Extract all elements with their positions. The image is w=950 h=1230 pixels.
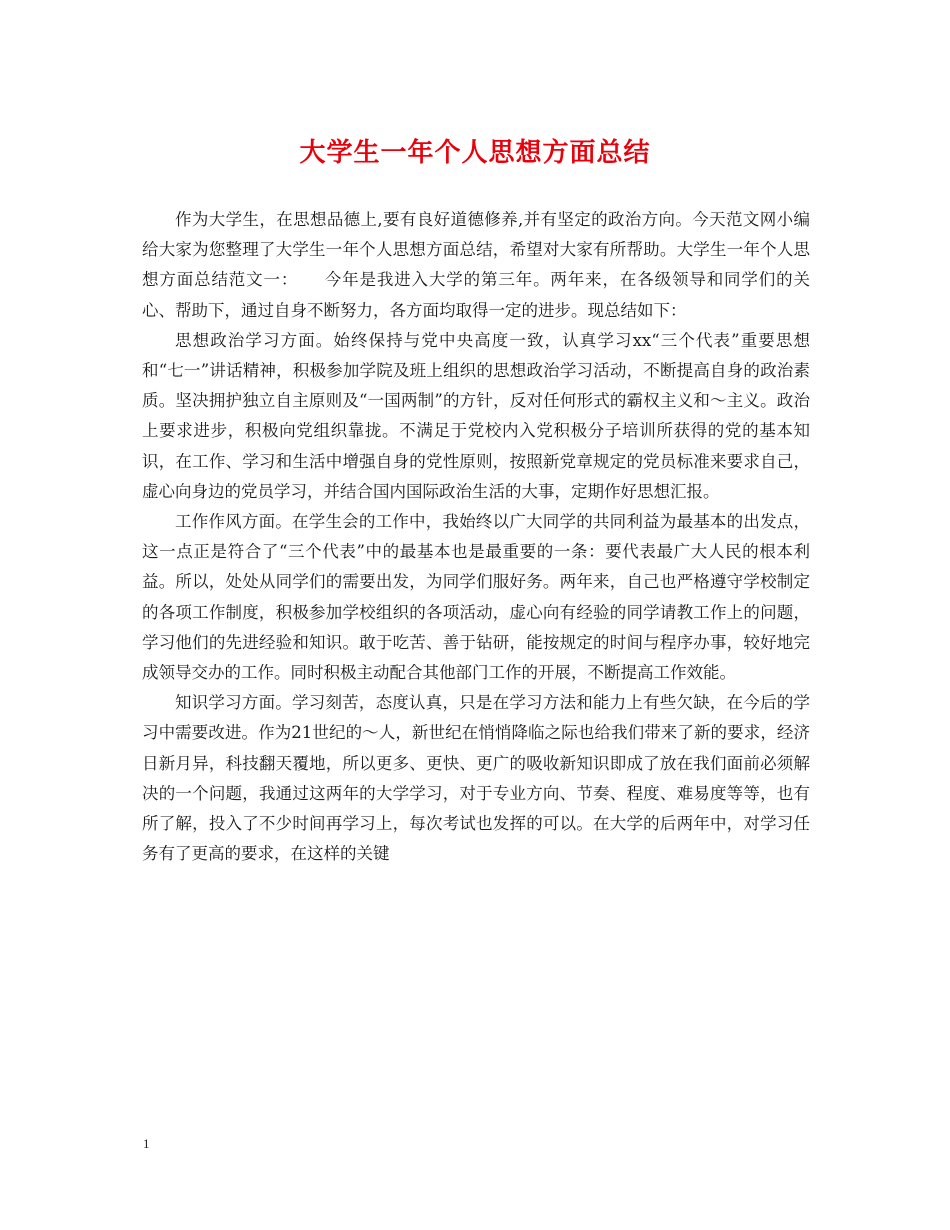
- paragraph-political-study: 思想政治学习方面。始终保持与党中央高度一致，认真学习xx“三个代表”重要思想和“七一”讲话精神，积极参加学院及班上组织的思想政治学习活动，不断提高自身的政治素质。坚决拥护独立自主原则及“一国两制”的方针，反对任何形式的霸权主义和～主义。政治上要求进步，积极向党组织靠拢。不满足于党校内入党积极分子培训所获得的党的基本知识，在工作、学习和生活中增强自身的党性原则，按照新党章规定的党员标准来要求自己，虚心向身边的党员学习，并结合国内国际政治生活的大事，定期作好思想汇报。: [142, 330, 810, 501]
- document-title: 大学生一年个人思想方面总结: [299, 138, 651, 168]
- paragraph-knowledge-study: 知识学习方面。学习刻苦，态度认真，只是在学习方法和能力上有些欠缺，在今后的学习中需要改进。作为21世纪的～人，新世纪在悄悄降临之际也给我们带来了新的要求，经济日新月异，科技翻天覆地，所以更多、更快、更广的吸收新知识即成了放在我们面前必须解决的一个问题，我通过这两年的大学学习，对于专业方向、节奏、程度、难易度等等，也有所了解，投入了不少时间再学习上，每次考试也发挥的可以。在大学的后两年中，对学习任务有了更高的要求，在这样的关键: [142, 693, 810, 864]
- paragraph-work-style: 工作作风方面。在学生会的工作中，我始终以广大同学的共同利益为最基本的出发点，这一点正是符合了“三个代表”中的最基本也是最重要的一条：要代表最广大人民的根本利益。所以，处处从同学们的需要出发，为同学们服好务。两年来，自己也严格遵守学校制定的各项工作制度，积极参加学校组织的各项活动，虚心向有经验的同学请教工作上的问题，学习他们的先进经验和知识。敢于吃苦、善于钻研，能按规定的时间与程序办事，较好地完成领导交办的工作。同时积极主动配合其他部门工作的开展，不断提高工作效能。: [142, 512, 810, 683]
- paragraph-intro: 作为大学生，在思想品德上,要有良好道德修养,并有坚定的政治方向。今天范文网小编给大家为您整理了大学生一年个人思想方面总结，希望对大家有所帮助。大学生一年个人思想方面总结范文一： 今年是我进入大学的第三年。两年来，在各级领导和同学们的关心、帮助下，通过自身不断努力，各方面均取得一定的进步。现总结如下：: [142, 210, 810, 320]
- page-number: 1: [143, 1136, 150, 1151]
- document-body: [142, 205, 810, 869]
